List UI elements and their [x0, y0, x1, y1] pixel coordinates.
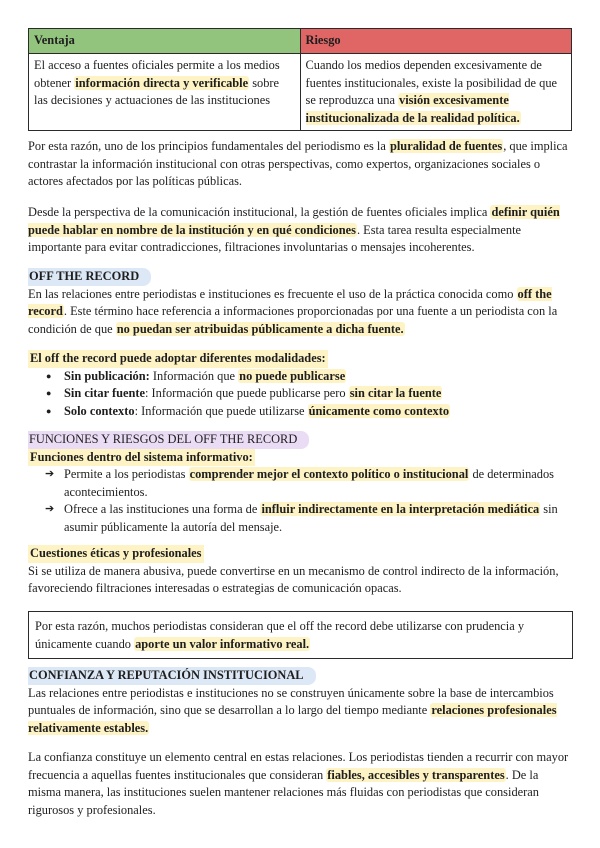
- confianza-section: [28, 667, 573, 737]
- callout-text: Por esta razón, muchos periodistas consideran que el off the record debe utilizarse con prudencia y únicamente cuando aporte un valor informativo real.: [35, 619, 525, 651]
- list-item: ● Solo contexto: Información que puede utilizarse únicamente como contexto: [28, 403, 573, 421]
- highlighted-text: relaciones profesionales relativamente estables.: [28, 703, 557, 735]
- highlighted-text: no puedan ser atribuidas públicamente a dicha fuente.: [116, 321, 404, 336]
- highlighted-text: información directa y verificable: [75, 75, 249, 90]
- modalidades-list: [28, 368, 573, 421]
- callout-box: [28, 611, 573, 659]
- funciones-subheading: Funciones dentro del sistema informativo:: [28, 449, 255, 467]
- list-item: ➔ Permite a los periodistas comprender mejor el contexto político o institucional de determinados acontecimientos.: [28, 466, 573, 501]
- list-item: ● Sin citar fuente: Información que puede publicarse pero sin citar la fuente: [28, 385, 573, 403]
- eticas-heading: Cuestiones éticas y profesionales: [28, 545, 204, 563]
- paragraph-confianza-1: Las relaciones entre periodistas e instituciones no se construyen únicamente sobre la base de intercambios puntuales de información, sino que se desarrollan a lo largo del tiempo mediante relaciones profesionales relativamente estables.: [28, 685, 557, 735]
- bold-text: Solo contexto: [64, 403, 135, 418]
- highlighted-text: pluralidad de fuentes: [389, 139, 503, 153]
- header-riesgo: Riesgo: [300, 29, 572, 54]
- highlighted-text: definir quién puede hablar en nombre de la institución y en qué condiciones: [28, 205, 560, 237]
- section-heading-off-the-record: OFF THE RECORD: [28, 268, 151, 286]
- list-item: ➔ Ofrece a las instituciones una forma de influir indirectamente en la interpretación mediática sin asumir públicamente la autoría del mensaje.: [28, 501, 573, 536]
- paragraph-gestion-fuentes: Desde la perspectiva de la comunicación institucional, la gestión de fuentes oficiales implica definir quién puede hablar en nombre de la institución y en qué condiciones. Esta tarea resulta especialmente importante para evitar contradicciones, filtraciones involuntarias o mensajes incoherentes.: [28, 205, 560, 255]
- highlighted-text: aporte un valor informativo real.: [135, 636, 310, 651]
- highlighted-text: únicamente como contexto: [308, 403, 450, 418]
- modalidades-block: [28, 350, 573, 420]
- highlighted-text: comprender mejor el contexto político o institucional: [189, 467, 469, 482]
- list-item: ● Sin publicación: Información que no puede publicarse: [28, 368, 573, 386]
- cell-riesgo: Cuando los medios dependen excesivamente de fuentes institucionales, existe la posibilidad de que se reproduzca una visión excesivamente institucionalizada de la realidad política.: [300, 54, 572, 131]
- funciones-section: [28, 431, 573, 537]
- off-the-record-section: [28, 268, 573, 338]
- modalidades-heading: El off the record puede adoptar diferentes modalidades:: [28, 350, 328, 368]
- funciones-list: [28, 466, 573, 536]
- highlighted-text: visión excesivamente institucionalizada de la realidad política.: [305, 93, 520, 125]
- eticas-section: [28, 545, 573, 598]
- highlighted-text: influir indirectamente en la interpretación mediática: [261, 502, 540, 517]
- paragraph-confianza-2: La confianza constituye un elemento central en estas relaciones. Los periodistas tienden a recurrir con mayor frecuencia a aquellas fuentes institucionales que consideran fiables, accesibles y transparentes. De la misma manera, las instituciones suelen mantener relaciones más fluidas con periodistas que consideran rigurosos y profesionales.: [28, 750, 569, 817]
- bold-text: Sin publicación:: [64, 368, 150, 383]
- section-heading-funciones: FUNCIONES Y RIESGOS DEL OFF THE RECORD: [28, 431, 309, 449]
- highlighted-text: sin citar la fuente: [349, 386, 442, 401]
- paragraph-pluralidad: Por esta razón, uno de los principios fundamentales del periodismo es la pluralidad de fuentes, que implica contrastar la información institucional con otras perspectivas, como expertos, organizaciones sociales o actores afectados por las políticas públicas.: [28, 139, 568, 189]
- highlighted-text: fiables, accesibles y transparentes: [327, 767, 505, 782]
- bold-text: Sin citar fuente: [64, 386, 145, 401]
- cell-ventaja: El acceso a fuentes oficiales permite a los medios obtener información directa y verificable sobre las decisiones y actuaciones de las instituciones: [29, 54, 301, 131]
- ventaja-riesgo-table: [28, 28, 572, 131]
- header-ventaja: Ventaja: [29, 29, 301, 54]
- section-heading-confianza: CONFIANZA Y REPUTACIÓN INSTITUCIONAL: [28, 667, 316, 685]
- highlighted-text: no puede publicarse: [239, 368, 346, 383]
- paragraph-eticas: Si se utiliza de manera abusiva, puede convertirse en un mecanismo de control indirecto de la información, favoreciendo filtraciones interesadas o estrategias de comunicación opacas.: [28, 563, 559, 596]
- highlighted-text: off the record: [28, 286, 552, 319]
- paragraph-off-the-record: En las relaciones entre periodistas e instituciones es frecuente el uso de la práctica conocida como off the record. Este término hace referencia a informaciones proporcionadas por una fuente a un periodista con la condición de que no puedan ser atribuidas públicamente a dicha fuente.: [28, 286, 558, 336]
